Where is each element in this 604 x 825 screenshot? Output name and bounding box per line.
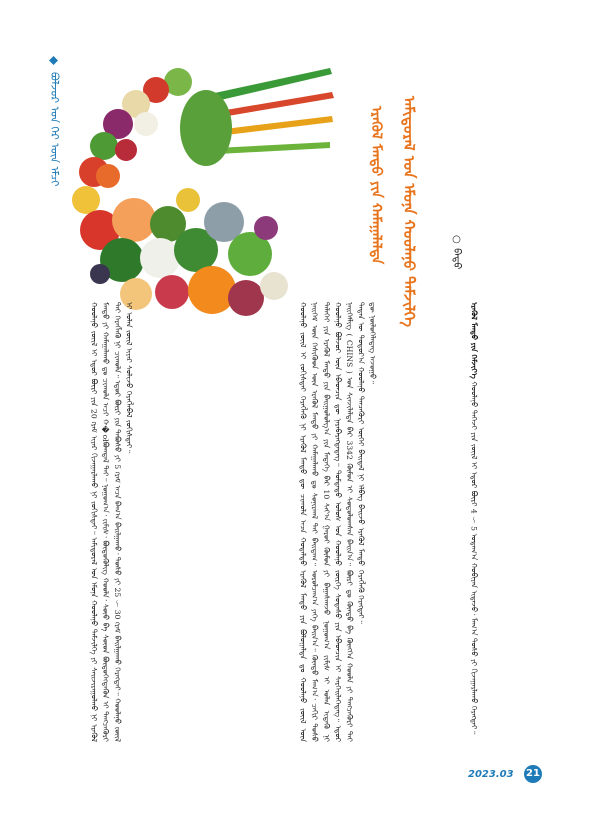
body-column: ᠬᠣᠣᠯᠠᠨᠤ ᠵᠦᠢᠯ ᠢ ᠡᠳᠦᠷ ᠪᠦᠷᠢ ᠶᠢᠨ 20 ᠭᠷᠠᠮ ᠢᠶᠠᠷ ᠬᠢᠵᠠᠭᠠᠷᠯᠠᠬᠤ ᠨᠢ ᠵᠣᠬᠢᠰᠲᠠᠢ᠃ ᠠᠮᠢᠳᠤᠷᠠᠯ ᠤᠨ ᠡᠮᠦᠨᠡ ᠬᠣᠣᠯᠠᠨᠤ ᠳᠡᠮᠵᠢᠯᠭᠡ ᠶᠢ ᠰᠠᠢᠵᠢᠷᠠᠭᠤᠯᠬᠤ ᠨᠢ ᠡᠷᠡᠬᠦᠯ ᠮᠡᠨᠳᠦ ᠶᠢ ᠬᠠᠮᠠᠭᠠᠯᠠᠬᠤ ᠳᠤ ᠴᠢᠬᠤᠯᠠ ᠠᠴᠢ ᠬ�ołᠪᠣᠭᠳᠠᠯ ᠲᠠᠢ᠃ ᠨᠣᠭᠣᠭ᠎ᠠ᠂ ᠵᠢᠮᠢᠰ᠂ ᠪᠦᠳᠦᠭᠦᠯᠢᠭ ᠬᠣᠣᠯᠠ᠂ ᠰᠦᠦ ᠪᠠ ᠰᠦᠦᠨ ᠪᠦᠲᠦᠭᠡᠭᠳᠡᠬᠦᠨ ᠢ ᠲᠡᠩᠴᠡᠭᠦᠷᠢ ᠲᠠᠢ ᠬᠡᠷᠡᠭᠯᠡᠬᠦ ᠨᠢ ᠴᠢᠬᠤᠯᠠ᠃ ᠡᠳᠦᠷ ᠪᠦᠷᠢ ᠶᠢᠨ ᠳᠠᠪᠤᠰᠤ ᠶᠢ 5 ᠭᠷᠠᠮ ᠠᠴᠠ ᠪᠠᠭ᠎ᠠ ᠪᠠᠢᠯᠭᠠᠬᠤ᠂ ᠲᠣᠰᠣ ᠶᠢ 25 ～ 30 ᠭᠷᠠᠮ ᠪᠠᠢᠯᠭᠠᠬᠤ ᠬᠡᠷᠡᠭᠲᠡᠢ᠃ ᠬᠣᠣᠯᠠᠨᠤ ᠵᠦᠢᠯ ᠢ ᠣᠯᠠᠨ ᠵᠦᠢᠯ ᠢᠶᠡᠷ ᠰᠣᠯᠢᠵᠤ ᠬᠡᠷᠡᠭᠯᠡᠪᠡᠯ ᠵᠣᠬᠢᠰᠲᠠᠢ᠃	[89, 302, 134, 742]
body-column: ᠬᠣᠣᠯᠠᠨᠤ ᠵᠦᠢᠯ ᠢ ᠵᠣᠬᠢᠰᠲᠠᠢ ᠬᠡᠷᠡᠭᠯᠡᠬᠦ ᠨᠢ ᠡᠷᠡᠬᠦᠯ ᠮᠡᠨᠳᠦ ᠳᠦ ᠴᠢᠬᠤᠯᠠ ᠠᠴᠠ ᠬᠣᠳᠠᠯᠳᠤ ᠨᠡᠢᠭᠡᠮ ᠦᠨ ᠭᠡᠰᠢᠭᠦᠳ ᠦᠨ ᠡᠷᠡᠬᠦᠯ ᠮᠡᠨᠳᠦ ᠶᠢ ᠬᠠᠮᠠᠭᠠᠯᠠᠬᠤ ᠳᠤ ᠰᠣᠨᠢᠷᠬᠠᠯ ᠲᠠᠢ ᠪᠠᠢᠳᠠᠭ᠃ ᠳᠡᠯᠡᠬᠡᠢ ᠶᠢᠨ ᠡᠷᠡᠬᠦᠯ ᠮᠡᠨᠳᠦ ᠶᠢᠨ ᠪᠠᠢᠭᠤᠯᠤᠯᠭ᠎ᠠ ᠶᠢᠨ ᠮᠡᠳᠡᠭᠡ ᠪᠡᠷ 10 ᠰᠠᠶ᠎ᠠ ᠭᠠᠷᠤᠢ ᠬᠦᠮᠦᠨ ᠬᠣᠣᠯᠠᠨᠤ ᠪᠣᠯᠵᠣᠷ ᠦᠨ ᠡᠪᠡᠳᠴᠢᠨ ᠳᠦ ᠨᠡᠷᠡᠪᠡᠷᠡᠭᠳᠡᠳᠡᠭ᠃ ᠳᠤᠮᠳᠠᠳᠤ ᠤᠯᠤᠰ ᠤᠨ ᠬᠣᠣᠯᠠᠨᠤ ᠨᠡᠢᠭᠡᠮᠯᠢᠭ ( CHINS ) ᠤᠨ ᠰᠢᠨᠵᠢᠯᠡᠯᠲᠡ ᠪᠡᠷ 3342 ᠬᠦᠮᠦᠨ ᠢ ᠰᠤᠳᠤᠯᠤᠭᠰᠠᠨ ᠪᠠᠢᠨ᠎ᠠ᠃ ᠲᠡᠳᠡᠨ ᠦ ᠳᠣᠲᠣᠷ᠎ᠠ ᠬᠣᠣᠯᠠᠨᠤ ᠲᠡᠨᠴᠡᠭᠦᠷᠢ ᠥᠭᠡᠢ ᠪᠠᠢᠳᠠᠯ ᠨᠢ ᠡᠯᠪᠡᠭ ᠪᠠᠢᠵᠤ ᠡᠷᠡᠬᠦᠯ ᠮᠡᠨᠳᠦ ᠳᠦ ᠨᠥᠯᠥᠭᠡᠯᠡᠳᠡᠭ ᠠᠵᠤᠭᠤ᠃	[298, 302, 378, 566]
vegetable-handle	[72, 68, 192, 214]
vegetable-cluster	[80, 188, 288, 316]
diamond-icon	[49, 56, 58, 65]
column-header: ᠪᠣᠯᠵᠣᠷ ᠤᠨ ᠭᠡᠷ ᠦᠨ ᠡᠮᠴᠢ	[48, 72, 61, 187]
article-subtitle: ᠡᠷᠡᠬᠦᠯ ᠮᠡᠨᠳᠦ ᠶᠢᠨ ᠬᠠᠮᠠᠭᠠᠯᠠᠯᠲᠠ	[368, 106, 384, 265]
body-text: ᠬᠣᠣᠯᠠᠨᠤ ᠳᠡᠭᠡᠵᠢ ᠶᠢᠨ ᠵᠦᠢᠯ ᠢ ᠡᠳᠦᠷ ᠪᠦᠷᠢ 4 ～ 5 ᠤᠳᠠᠭ᠎ᠠ ᠬᠤᠪᠢᠶᠠᠨ ᠢᠳᠡᠵᠦ᠂ ᠮᠠᠬ᠎ᠠ ᠲᠣᠰᠣ ᠶᠢ ᠬᠢᠵᠠᠭᠠᠷᠯᠠᠬᠤ ᠬᠡᠷᠡᠭᠲᠡᠢ᠃	[469, 381, 479, 735]
body-column: ᠡᠷᠡᠬᠦᠯ ᠮᠡᠨᠳᠦ ᠶᠢᠨ ᠪᠣᠯᠤᠭᠠᠯᠲᠠ ᠳᠤ ᠬᠣᠣᠯᠠᠨᠤ ᠵᠦᠢᠯ ᠦᠨ ᠣᠷᠣᠯᠴᠠᠭ᠎ᠠ ᠶᠡᠬᠡ ᠪᠠᠢᠨ᠎ᠠ᠃ ᠬᠦᠨᠳᠦ ᠮᠠᠬ᠎ᠠ᠂ ᠴᠠᠬᠢᠷ ᠲᠣᠰᠣ ᠶᠢ ᠪᠠᠭᠠᠰᠬᠠᠵᠤ ᠨᠣᠭᠣᠭ᠎ᠠ ᠵᠢᠮᠢᠰ ᠢ ᠣᠯᠠᠨ ᠢᠳᠡᠬᠦ ᠨᠢ ᠵᠦᠷᠬᠡ ᠰᠤᠳᠠᠰᠤ ᠶᠢᠨ ᠡᠪᠡᠳᠴᠢᠨ ᠢ ᠰᠡᠷᠭᠡᠢᠯᠡᠭᠡᠳᠡᠭ᠃ ᠡᠳᠦᠷ ᠪᠦᠷᠢ ᠳᠤ ᠬᠦᠨᠳᠦ ᠪᠠ ᠬᠥᠩᠭᠡᠨ ᠬᠣᠣᠯᠠ ᠶᠢ ᠲᠡᠩᠴᠡᠭᠦᠷᠢ ᠲᠠᠢ ᠬᠡᠷᠡᠭᠯᠡᠬᠦ ᠬᠡᠷᠡᠭᠲᠡᠢ᠃	[298, 570, 366, 742]
page-number: 21	[524, 765, 542, 783]
issue-number: 2023.03	[468, 769, 514, 780]
article-title: ᠠᠮᠢᠳᠤᠷᠠᠯ ᠤᠨ ᠡᠮᠦᠨᠡ ᠬᠣᠣᠯᠠᠨᠤ ᠳᠡᠮᠵᠢᠯᠭᠡ	[400, 96, 418, 327]
fork-neck	[180, 90, 232, 166]
author-byline: ○ ᠪᠠᠲᠤ	[451, 234, 462, 270]
food-fork-illustration	[60, 54, 336, 326]
section-heading: ᠡᠷᠡᠬᠦᠯ ᠮᠡᠨᠳᠦ ᠶᠢᠨ ᠬᠡᠮᠵᠢᠶ᠎ᠡ	[469, 302, 479, 379]
body-column	[468, 302, 558, 742]
